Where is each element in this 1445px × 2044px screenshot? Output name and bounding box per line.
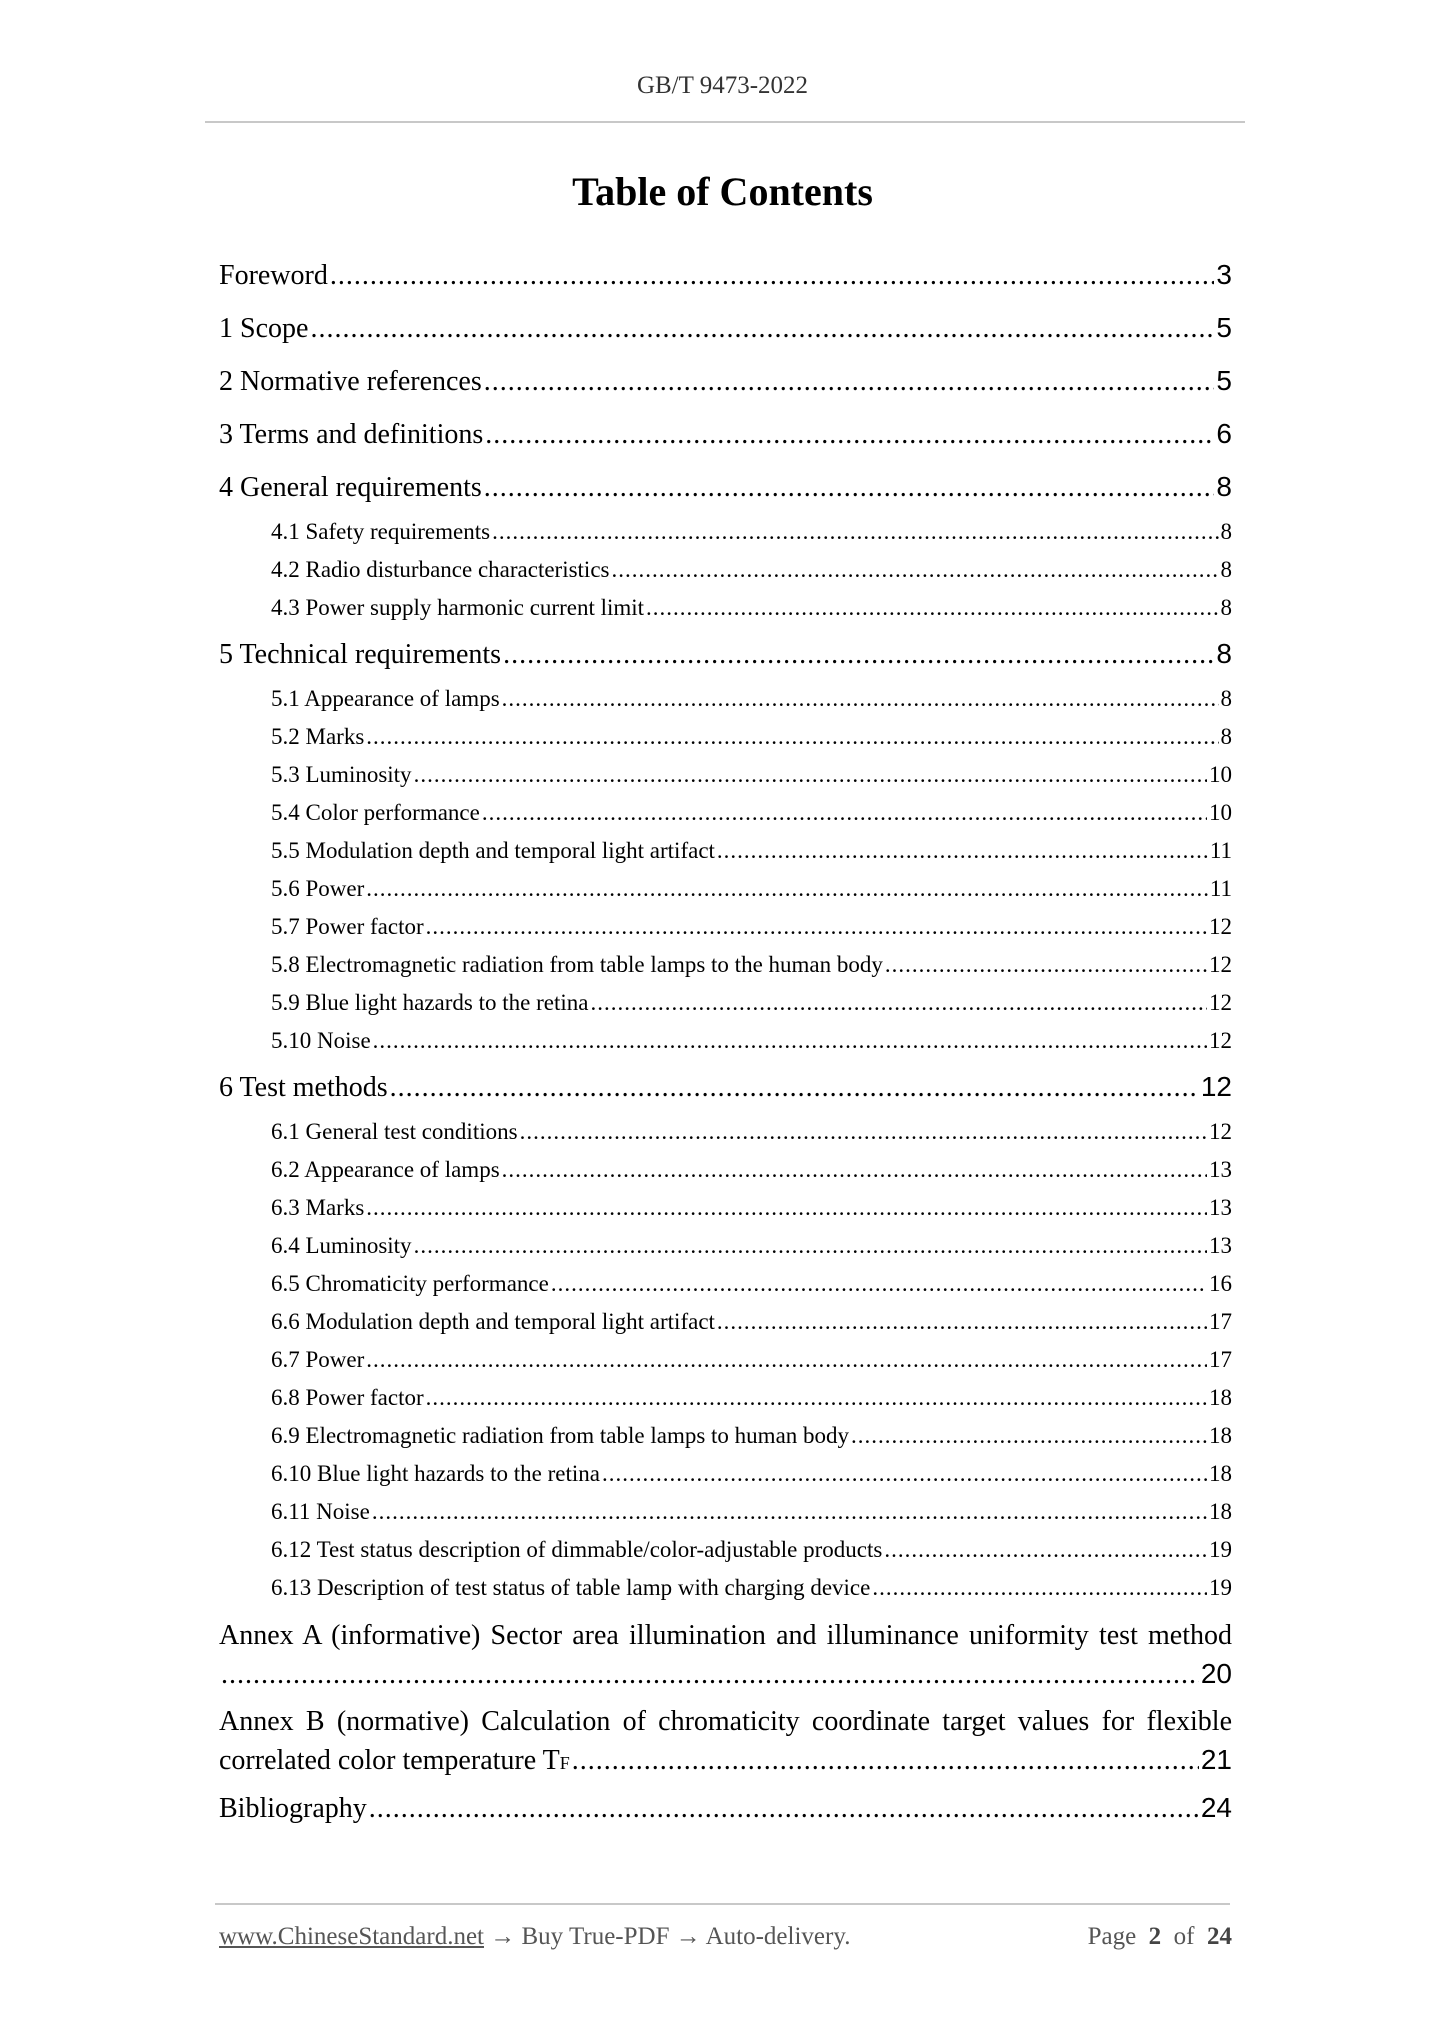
- toc-entry-page: 12: [1209, 1119, 1232, 1144]
- toc-entry-page: 18: [1209, 1499, 1232, 1524]
- toc-entry-annex-a[interactable]: [219, 1617, 1232, 1693]
- toc-entry-page: 17: [1209, 1347, 1232, 1372]
- document-id-header: GB/T 9473-2022: [636, 72, 809, 99]
- toc-leader-dots: [602, 1455, 1207, 1493]
- toc-entry[interactable]: [219, 984, 1232, 1022]
- toc-entry-page: 8: [1216, 471, 1232, 502]
- toc-leader-dots: [426, 1379, 1207, 1417]
- toc-entry-page: 21: [1200, 1744, 1232, 1775]
- toc-entry-page: 3: [1216, 259, 1232, 290]
- toc-entry-page: 18: [1209, 1423, 1232, 1448]
- toc-entry-label: Annex A (informative) Sector area illumination and illuminance uniformity test method: [219, 1620, 1232, 1651]
- toc-entry-label: 6.4 Luminosity: [271, 1233, 412, 1258]
- toc-leader-dots: [310, 302, 1214, 355]
- toc-entry-bibliography[interactable]: [219, 1781, 1232, 1834]
- arrow-right-icon: →: [675, 1923, 701, 1950]
- toc-entry-label: Bibliography: [219, 1793, 367, 1824]
- toc-entry-page: 18: [1209, 1461, 1232, 1486]
- toc-entry[interactable]: [219, 1265, 1232, 1303]
- toc-entry[interactable]: [219, 718, 1232, 756]
- toc-leader-dots: [502, 1151, 1207, 1189]
- toc-entry-label: 4 General requirements: [219, 472, 482, 503]
- toc-entry-page: 8: [1220, 595, 1232, 620]
- toc-leader-dots: [484, 355, 1215, 408]
- toc-leader-dots: [330, 249, 1215, 302]
- toc-entry-label: 4.2 Radio disturbance characteristics: [271, 557, 610, 582]
- toc-entry[interactable]: [219, 908, 1232, 946]
- toc-entry-page: 5: [1216, 365, 1232, 396]
- toc-entry-label: 6.5 Chromaticity performance: [271, 1271, 549, 1296]
- toc-entry-page: 13: [1209, 1195, 1232, 1220]
- toc-leader-dots: [717, 832, 1208, 870]
- buy-true-pdf-text: Buy True-PDF: [521, 1923, 670, 1950]
- toc-entry-label: 5.8 Electromagnetic radiation from table lamps to the human body: [271, 952, 883, 977]
- toc-entry-label: 5.3 Luminosity: [271, 762, 412, 787]
- toc-entry-label: 6.9 Electromagnetic radiation from table lamps to human body: [271, 1423, 850, 1448]
- toc-leader-dots: [484, 461, 1215, 514]
- toc-entry-label-text: correlated color temperature T: [219, 1745, 560, 1776]
- toc-entry-label: 5.9 Blue light hazards to the retina: [271, 990, 589, 1015]
- toc-entry-label: 6.1 General test conditions: [271, 1119, 518, 1144]
- toc-entry[interactable]: [219, 301, 1232, 354]
- toc-entry[interactable]: [219, 354, 1232, 407]
- toc-entry-page: 10: [1209, 800, 1232, 825]
- toc-entry-label: 5.1 Appearance of lamps: [271, 686, 500, 711]
- toc-entry-page: 5: [1216, 312, 1232, 343]
- toc-entry-label: 1 Scope: [219, 313, 309, 344]
- toc-entry-label: 5.10 Noise: [271, 1028, 371, 1053]
- toc-entry[interactable]: [219, 1341, 1232, 1379]
- toc-entry-page: 13: [1209, 1233, 1232, 1258]
- toc-entry-annex-b[interactable]: [219, 1703, 1232, 1779]
- toc-leader-dots: [485, 408, 1214, 461]
- toc-entry[interactable]: [219, 1022, 1232, 1060]
- toc-entry-label: Foreword: [219, 260, 328, 291]
- toc-entry-label: 6.8 Power factor: [271, 1385, 424, 1410]
- toc-entry-page: 17: [1209, 1309, 1232, 1334]
- toc-entry[interactable]: [219, 460, 1232, 513]
- toc-leader-dots: [366, 1189, 1207, 1227]
- total-pages: 24: [1207, 1923, 1232, 1950]
- toc-entry-page: 8: [1220, 519, 1232, 544]
- toc-entry-label: 5 Technical requirements: [219, 639, 502, 670]
- toc-entry-page: 12: [1209, 990, 1232, 1015]
- toc-leader-dots: [612, 551, 1219, 589]
- page-number: [1088, 1923, 1232, 1951]
- toc-entry-page: 8: [1220, 724, 1232, 749]
- toc-entry-label: 6.3 Marks: [271, 1195, 365, 1220]
- footer-divider: [215, 1903, 1230, 1905]
- toc-leader-dots: [221, 1656, 1199, 1694]
- toc-entry-page: 19: [1209, 1575, 1232, 1600]
- toc-entry-label: 6.6 Modulation depth and temporal light artifact: [271, 1309, 715, 1334]
- toc-leader-dots: [520, 1113, 1207, 1151]
- toc-leader-dots: [414, 756, 1207, 794]
- toc-entry-page: 11: [1209, 838, 1232, 863]
- toc-entry-label: 2 Normative references: [219, 366, 482, 397]
- toc-entry-page: 12: [1209, 914, 1232, 939]
- toc-entry-label: 4.1 Safety requirements: [271, 519, 491, 544]
- toc-entry-page: 18: [1209, 1385, 1232, 1410]
- toc-leader-dots: [369, 1782, 1199, 1835]
- footer-promo: [219, 1923, 850, 1951]
- toc-leader-dots: [851, 1417, 1207, 1455]
- toc-leader-dots: [372, 1493, 1207, 1531]
- toc-entry-page: 20: [1200, 1658, 1232, 1689]
- toc-entry[interactable]: [219, 248, 1232, 301]
- toc-entry[interactable]: [219, 1303, 1232, 1341]
- toc-entry-label: Annex B (normative) Calculation of chromaticity coordinate target values for flexible: [219, 1706, 1232, 1737]
- toc-entry[interactable]: [219, 1455, 1232, 1493]
- toc-leader-dots: [551, 1265, 1207, 1303]
- toc-entry[interactable]: [219, 870, 1232, 908]
- toc-leader-dots: [482, 794, 1207, 832]
- toc-entry-label: 6.2 Appearance of lamps: [271, 1157, 500, 1182]
- toc-entry-page: 8: [1220, 557, 1232, 582]
- toc-entry-label: 6.10 Blue light hazards to the retina: [271, 1461, 600, 1486]
- toc-leader-dots: [572, 1742, 1199, 1780]
- toc-entry-page: 13: [1209, 1157, 1232, 1182]
- toc-entry[interactable]: [219, 407, 1232, 460]
- toc-entry-label: 6 Test methods: [219, 1072, 388, 1103]
- toc-leader-dots: [646, 589, 1218, 627]
- toc-entry[interactable]: [219, 1569, 1232, 1607]
- toc-entry[interactable]: [219, 1189, 1232, 1227]
- toc-entry[interactable]: [219, 832, 1232, 870]
- toc-entry-label: 5.5 Modulation depth and temporal light artifact: [271, 838, 715, 863]
- toc-entry-page: 16: [1209, 1271, 1232, 1296]
- toc-leader-dots: [502, 680, 1219, 718]
- toc-entry[interactable]: [219, 1493, 1232, 1531]
- toc-entry-label: 5.6 Power: [271, 876, 365, 901]
- toc-entry-label: 6.11 Noise: [271, 1499, 370, 1524]
- toc-entry-page: 12: [1209, 1028, 1232, 1053]
- toc-entry-page: 8: [1220, 686, 1232, 711]
- page-title: Table of Contents: [572, 169, 873, 214]
- toc-entry-page: 24: [1200, 1792, 1232, 1823]
- toc-leader-dots: [885, 946, 1207, 984]
- toc-entry[interactable]: [219, 589, 1232, 627]
- toc-entry-label: 6.7 Power: [271, 1347, 365, 1372]
- toc-entry[interactable]: [219, 551, 1232, 589]
- toc-entries: [219, 248, 1232, 1607]
- toc-leader-dots: [373, 1022, 1207, 1060]
- toc-entry[interactable]: [219, 1379, 1232, 1417]
- toc-entry-label: 5.4 Color performance: [271, 800, 480, 825]
- toc-entry-page: 8: [1216, 638, 1232, 669]
- toc-entry-page: 6: [1216, 418, 1232, 449]
- toc-leader-dots: [717, 1303, 1207, 1341]
- toc-entry[interactable]: [219, 627, 1232, 680]
- toc-leader-dots: [492, 513, 1218, 551]
- toc-leader-dots: [590, 984, 1207, 1022]
- toc-entry[interactable]: [219, 680, 1232, 718]
- toc-entry-label: 6.12 Test status description of dimmable/color-adjustable products: [271, 1537, 883, 1562]
- toc-entry-label: 5.7 Power factor: [271, 914, 424, 939]
- toc-leader-dots: [390, 1061, 1199, 1114]
- toc-leader-dots: [872, 1569, 1207, 1607]
- toc-entry-page: 12: [1200, 1071, 1232, 1102]
- toc-entry[interactable]: [219, 513, 1232, 551]
- toc-entry-label: 5.2 Marks: [271, 724, 365, 749]
- toc-leader-dots: [366, 718, 1218, 756]
- toc-leader-dots: [414, 1227, 1207, 1265]
- toc-leader-dots: [366, 870, 1208, 908]
- page-word: Page: [1087, 1923, 1137, 1950]
- toc-leader-dots: [503, 628, 1214, 681]
- toc-entry-label: 3 Terms and definitions: [219, 419, 484, 450]
- toc-entry[interactable]: [219, 1227, 1232, 1265]
- toc-entry[interactable]: [219, 1417, 1232, 1455]
- toc-entry[interactable]: [219, 1531, 1232, 1569]
- toc-entry-label: 6.13 Description of test status of table lamp with charging device: [271, 1575, 871, 1600]
- toc-entry[interactable]: [219, 1060, 1232, 1113]
- auto-delivery-text: Auto-delivery.: [705, 1923, 851, 1950]
- toc-entry[interactable]: [219, 756, 1232, 794]
- toc-entry[interactable]: [219, 1113, 1232, 1151]
- table-of-contents: [219, 248, 1232, 1834]
- toc-entry-page: 10: [1209, 762, 1232, 787]
- toc-leader-dots: [366, 1341, 1207, 1379]
- toc-leader-dots: [884, 1531, 1207, 1569]
- toc-leader-dots: [426, 908, 1207, 946]
- of-word: of: [1173, 1923, 1195, 1950]
- toc-entry-label: 4.3 Power supply harmonic current limit: [271, 595, 645, 620]
- toc-entry[interactable]: [219, 794, 1232, 832]
- toc-entry[interactable]: [219, 946, 1232, 984]
- website-link[interactable]: www.ChineseStandard.net: [219, 1923, 484, 1950]
- subscript-f: F: [559, 1753, 570, 1773]
- toc-entry-page: 11: [1209, 876, 1232, 901]
- header-divider: [205, 121, 1245, 123]
- toc-entry-page: 19: [1209, 1537, 1232, 1562]
- current-page: 2: [1148, 1923, 1162, 1950]
- arrow-right-icon: →: [490, 1923, 516, 1950]
- toc-entry-label-cont: [219, 1742, 570, 1782]
- toc-entry[interactable]: [219, 1151, 1232, 1189]
- toc-entry-page: 12: [1209, 952, 1232, 977]
